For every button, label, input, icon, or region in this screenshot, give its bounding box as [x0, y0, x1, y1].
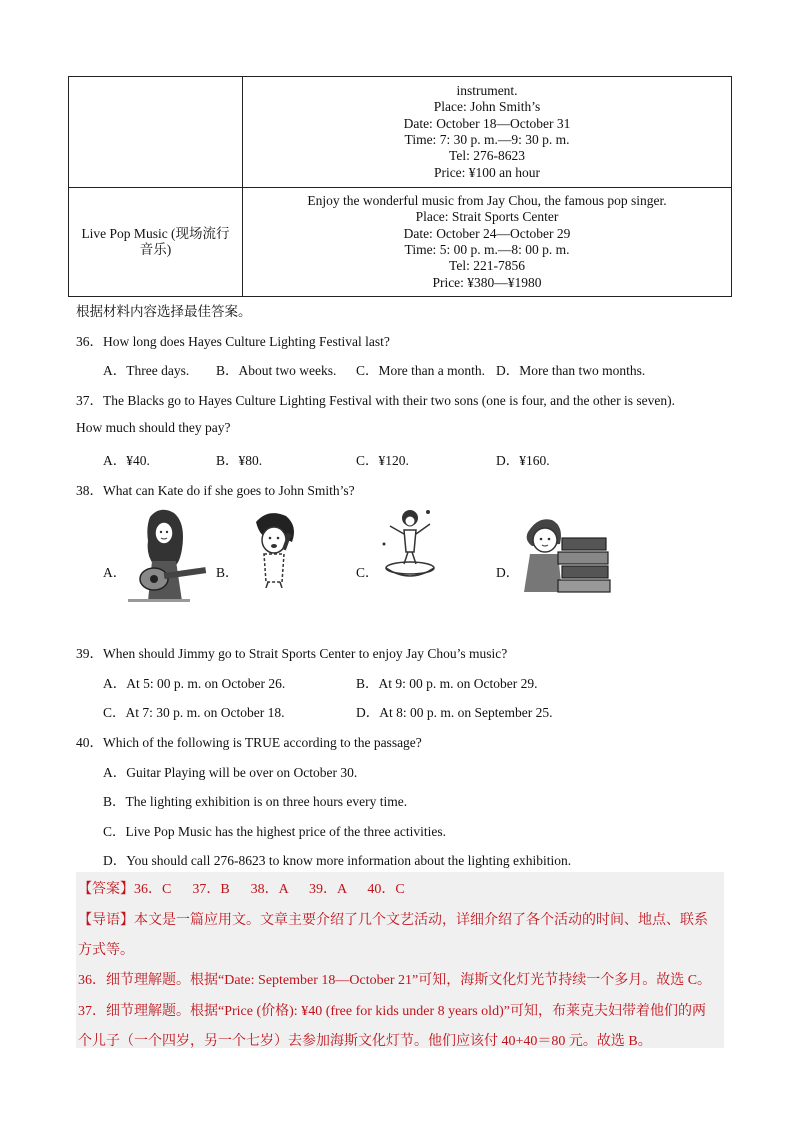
q39-option-c: C．At 7: 30 p. m. on October 18.: [103, 705, 285, 720]
activity-name-line: 音乐): [139, 242, 172, 257]
question-38-stem: 38．What can Kate do if she goes to John Smith’s?: [76, 483, 355, 498]
detail-line: Time: 7: 30 p. m.—9: 30 p. m.: [404, 132, 570, 147]
detail-line: Date: October 18—October 31: [403, 115, 571, 131]
activity-name-cell: [69, 188, 243, 297]
detail-line: Place: Strait Sports Center: [415, 209, 559, 225]
detail-line: Price: ¥100 an hour: [433, 164, 541, 180]
q40-option-a: A．Guitar Playing will be over on October 30.: [103, 765, 358, 780]
dancer-icon: [378, 504, 438, 584]
q40-option-d: D．You should call 276-8623 to know more information about the lighting exhibition.: [103, 853, 572, 868]
detail-line: Tel: 276-8623: [449, 148, 525, 164]
explanation-37: 37．细节理解题。根据“Price (价格): ¥40 (free for kids under 8 years old)”可知，布莱克夫妇带着他们的两: [78, 1004, 706, 1019]
detail-line: Tel: 221-7856: [449, 258, 525, 274]
q39-option-d: D．At 8: 00 p. m. on September 25.: [356, 705, 553, 720]
table-row: [69, 77, 732, 188]
answer-panel: [76, 872, 724, 1048]
q37-option-d: D．¥160.: [496, 453, 550, 468]
q40-option-c: C．Live Pop Music has the highest price of the three activities.: [103, 824, 447, 839]
question-37-stem: 37．The Blacks go to Hayes Culture Lighting Festival with their two sons (one is four, and the other is seven).: [76, 393, 675, 408]
explanation-37-cont: 个儿子（一个四岁，另一个七岁）去参加海斯文化灯节。他们应该付 40+40＝80 元。故选 B。: [78, 1034, 652, 1049]
q40-option-b: B．The lighting exhibition is on three hours every time.: [103, 794, 408, 809]
activity-name-line: Live Pop Music (现场流行: [81, 225, 230, 241]
detail-line: instrument.: [456, 82, 518, 98]
reader-books-icon: [518, 512, 614, 596]
guide-label: 【导语】: [78, 913, 134, 928]
question-39-stem: 39．When should Jimmy go to Strait Sports Center to enjoy Jay Chou’s music?: [76, 646, 508, 661]
answer-keys: 36．C 37．B 38．A 39．A 40．C: [134, 882, 405, 897]
q39-option-a: A．At 5: 00 p. m. on October 26.: [103, 676, 286, 691]
activity-details-cell: [243, 77, 732, 188]
q37-option-b: B．¥80.: [216, 453, 263, 468]
guide-text: 本文是一篇应用文。文章主要介绍了几个文艺活动，详细介绍了各个活动的时间、地点、联系: [134, 913, 708, 928]
singer-icon: [240, 508, 306, 588]
detail-line: Enjoy the wonderful music from Jay Chou, the famous pop singer.: [307, 192, 667, 208]
detail-line: Price: ¥380—¥1980: [432, 274, 542, 290]
q36-option-a: A．Three days.: [103, 363, 190, 378]
q36-option-c: C．More than a month.: [356, 363, 485, 378]
guitar-girl-icon: [126, 505, 210, 605]
q36-option-d: D．More than two months.: [496, 363, 646, 378]
activity-name-cell: [69, 77, 243, 188]
guide-line: [78, 909, 708, 929]
q38-option-c: C．: [356, 565, 379, 580]
detail-line: Time: 5: 00 p. m.—8: 00 p. m.: [404, 242, 570, 257]
activity-details-cell: [243, 188, 732, 297]
q36-option-b: B．About two weeks.: [216, 363, 337, 378]
question-36-stem: 36．How long does Hayes Culture Lighting Festival last?: [76, 334, 390, 349]
question-40-stem: 40．Which of the following is TRUE according to the passage?: [76, 735, 422, 750]
table-row: [69, 188, 732, 297]
q38-option-b: B．: [216, 565, 239, 580]
q38-option-d: D．: [496, 565, 520, 580]
detail-line: Date: October 24—October 29: [403, 225, 571, 241]
q37-option-a: A．¥40.: [103, 453, 150, 468]
q38-option-a: A．: [103, 565, 127, 580]
explanation-36: 36．细节理解题。根据“Date: September 18—October 21”可知，海斯文化灯光节持续一个多月。故选 C。: [78, 973, 712, 988]
guide-text-cont: 方式等。: [78, 943, 134, 958]
answer-label: 【答案】: [78, 882, 134, 897]
question-37-stem-cont: How much should they pay?: [76, 420, 231, 435]
q39-option-b: B．At 9: 00 p. m. on October 29.: [356, 676, 538, 691]
detail-line: Place: John Smith’s: [433, 99, 541, 115]
activity-table: [68, 76, 732, 297]
q37-option-c: C．¥120.: [356, 453, 409, 468]
instruction-text: 根据材料内容选择最佳答案。: [76, 304, 252, 319]
answer-key-line: [78, 878, 405, 898]
